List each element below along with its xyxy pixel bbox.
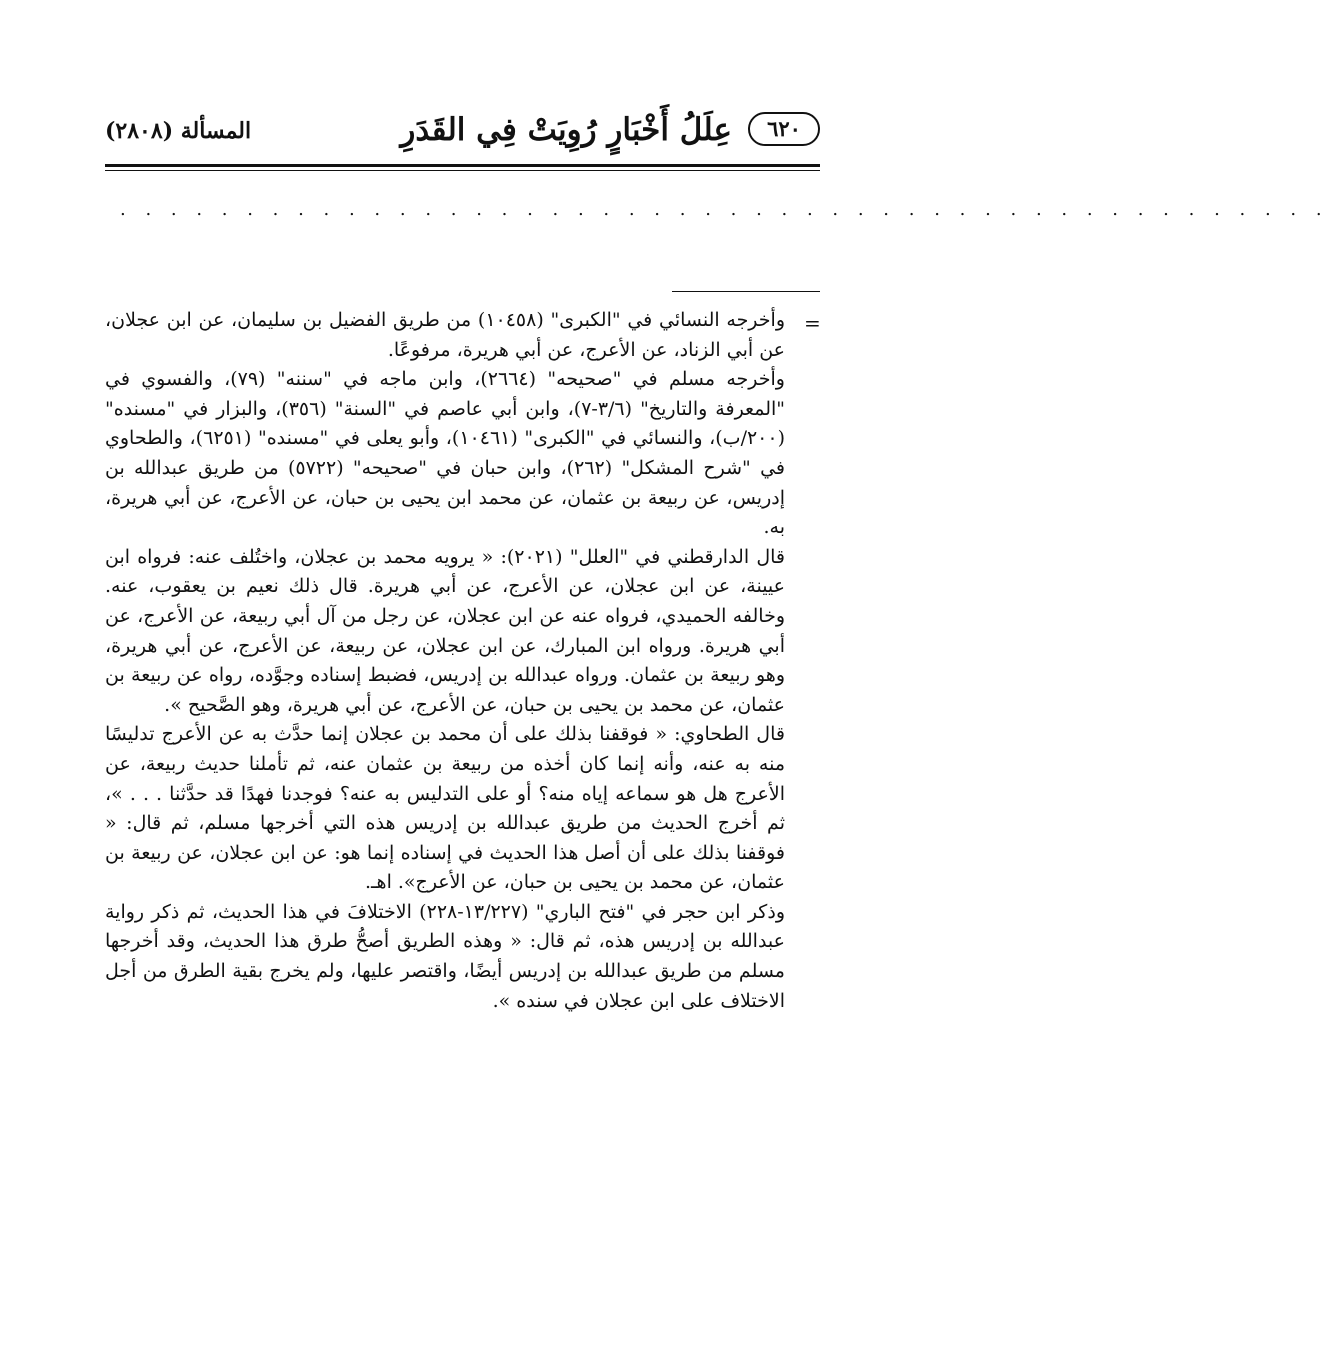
header-rule-thin — [105, 170, 820, 171]
page-number: ٦٢٠ — [748, 112, 820, 146]
paragraph: وأخرجه مسلم في "صحيحه" (٢٦٦٤)، وابن ماجه في "سننه" (٧٩)، والفسوي في "المعرفة والتاريخ" (٣/٦-٧)، وابن أبي عاصم في "السنة" (٣٥٦)، والبزار في "مسنده" (٢٠٠/ب)، والنسائي في "الكبرى" (١٠٤٦١)، وأبو يعلى في "مسنده" (٦٢٥١)، والطحاوي في "شرح المشكل" (٢٦٢)، وابن حبان في "صحيحه" (٥٧٢٢) من طريق عبدالله بن إدريس، عن ربيعة بن عثمان، عن محمد ابن يحيى بن حبان، عن الأعرج، عن أبي هريرة، به. — [105, 368, 786, 539]
issue-label: المسألة (٢٨٠٨) — [105, 118, 252, 144]
header-rule-thick — [105, 164, 820, 167]
paragraph: وذكر ابن حجر في "فتح الباري" (١٣/٢٢٧-٢٢٨) الاختلافَ في هذا الحديث، ثم ذكر رواية عبدالله بن إدريس هذه، ثم قال: « وهذه الطريق أصحُّ طرق هذا الحديث، وقد أخرجها مسلم من طريق عبدالله بن إدريس أيضًا، واقتصر عليها، ولم يخرج بقية الطرق من أجل الاختلاف على ابن عجلان في سنده ». — [105, 900, 785, 1012]
separator-dots: . . . . . . . . . . . . . . . . . . . . . . . . . . . . . . . . . . . . . . . . . . . . . . . . — [120, 199, 1329, 220]
paragraph: قال الطحاوي: « فوقفنا بذلك على أن محمد بن عجلان إنما حدَّث به عن الأعرج تدليسًا منه به عنه، وأنه إنما كان أخذه من ربيعة بن عثمان عنه، ثم تأملنا حديث ربيعة، عن الأعرج هل هو سماعه إياه منه؟ أو على التدليس به عنه؟ فوجدنا فهدًا قد حدَّثنا . . . »، ثم أخرج الحديث من طريق عبدالله بن إدريس هذه التي أخرجها مسلم، ثم قال: « فوقفنا بذلك على أن أصل هذا الحديث في إسناده إنما هو: عن ابن عجلان، عن ربيعة بن عثمان، عن محمد بن يحيى بن حبان، عن الأعرج». اهـ. — [105, 723, 785, 894]
footnote-text — [105, 306, 785, 1016]
footnote-continuation-mark: = — [804, 311, 821, 335]
footnote-rule — [672, 291, 820, 292]
paragraph: قال الدارقطني في "العلل" (٢٠٢١): « يرويه محمد بن عجلان، واختُلف عنه: فرواه ابن عيينة، عن ابن عجلان، عن الأعرج، عن أبي هريرة. قال ذلك نعيم بن يعقوب، عنه. وخالفه الحميدي، فرواه عنه عن ابن عجلان، عن رجل من آل أبي ربيعة، عن الأعرج، عن أبي هريرة. ورواه ابن المبارك، عن ابن عجلان، عن ربيعة، عن الأعرج، عن أبي هريرة، وهو ربيعة بن عثمان. ورواه عبدالله بن إدريس، فضبط إسناده وجوَّده، رواه عن ربيعة بن عثمان، عن محمد بن يحيى بن حبان، عن الأعرج، عن أبي هريرة، وهو الصَّحيح ». — [105, 545, 785, 716]
book-title: عِلَلُ أَخْبَارٍ رُوِيَتْ فِي القَدَرِ — [400, 112, 732, 148]
paragraph: وأخرجه النسائي في "الكبرى" (١٠٤٥٨) من طريق الفضيل بن سليمان، عن ابن عجلان، عن أبي الزناد، عن الأعرج، عن أبي هريرة، مرفوعًا. — [105, 309, 785, 361]
page-header — [105, 108, 820, 156]
